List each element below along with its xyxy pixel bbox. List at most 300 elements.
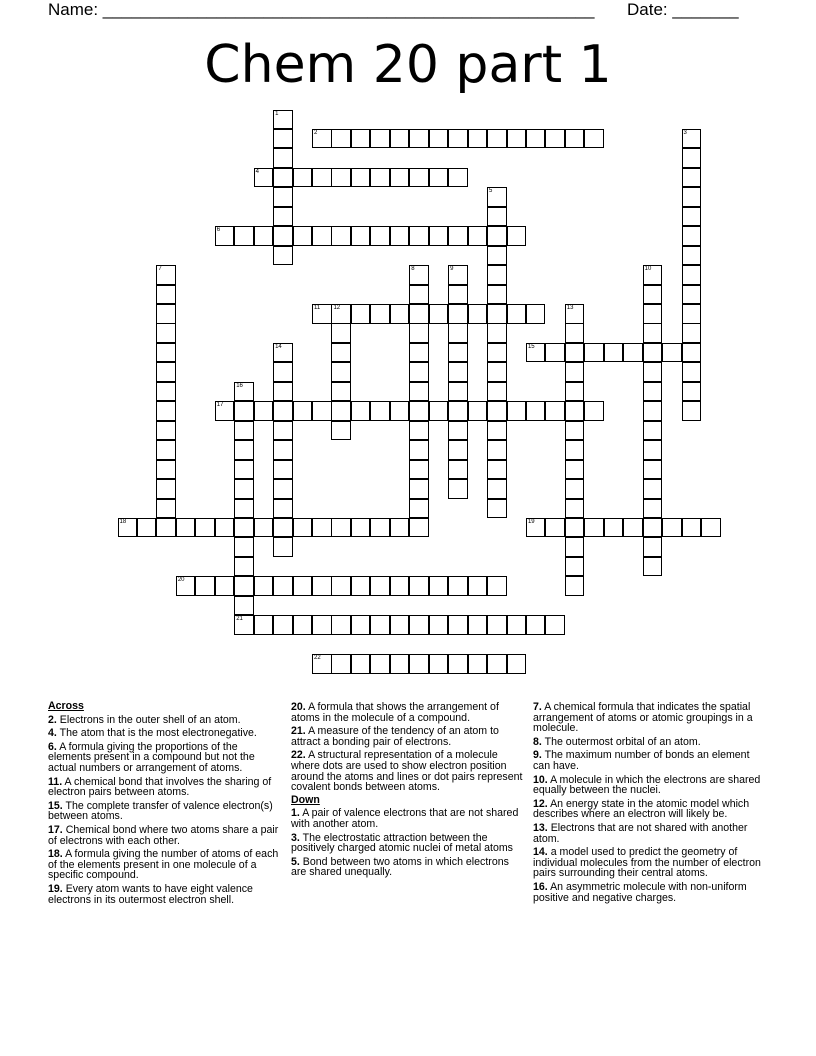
grid-cell[interactable] <box>156 518 176 538</box>
grid-cell[interactable] <box>682 187 702 207</box>
clue-number: 9. <box>533 749 542 762</box>
grid-cell[interactable] <box>312 168 332 188</box>
grid-cell[interactable] <box>643 304 663 324</box>
grid-cell[interactable] <box>448 479 468 499</box>
grid-cell[interactable] <box>156 362 176 382</box>
grid-cell[interactable] <box>293 518 313 538</box>
grid-cell[interactable] <box>351 304 371 324</box>
grid-cell[interactable] <box>234 537 254 557</box>
grid-cell[interactable] <box>487 440 507 460</box>
grid-cell[interactable] <box>331 323 351 343</box>
grid-cell[interactable] <box>468 615 488 635</box>
grid-cell[interactable] <box>429 226 449 246</box>
grid-cell[interactable] <box>156 440 176 460</box>
grid-cell[interactable] <box>545 129 565 149</box>
grid-cell[interactable] <box>643 265 663 285</box>
grid-cell[interactable] <box>584 129 604 149</box>
grid-cell[interactable] <box>487 285 507 305</box>
grid-cell[interactable] <box>545 401 565 421</box>
grid-cell[interactable] <box>293 576 313 596</box>
grid-cell[interactable] <box>448 285 468 305</box>
grid-cell[interactable] <box>234 421 254 441</box>
grid-cell[interactable] <box>156 343 176 363</box>
grid-cell[interactable] <box>643 382 663 402</box>
grid-cell[interactable] <box>409 285 429 305</box>
grid-cell[interactable] <box>390 304 410 324</box>
grid-cell[interactable] <box>273 246 293 266</box>
clue-text: a model used to predict the geometry of individual molecules from the number of electron pairs surrounding their central atoms. <box>533 846 761 880</box>
grid-cell[interactable] <box>234 596 254 616</box>
grid-cell[interactable] <box>448 440 468 460</box>
grid-cell[interactable] <box>682 304 702 324</box>
grid-cell[interactable] <box>409 654 429 674</box>
grid-cell[interactable] <box>584 343 604 363</box>
grid-cell[interactable] <box>370 226 390 246</box>
grid-cell[interactable] <box>312 615 332 635</box>
grid-cell[interactable] <box>390 615 410 635</box>
grid-cell[interactable] <box>215 401 235 421</box>
grid-cell[interactable] <box>682 246 702 266</box>
grid-cell[interactable] <box>273 129 293 149</box>
grid-cell[interactable] <box>448 129 468 149</box>
grid-cell[interactable] <box>565 401 585 421</box>
grid-cell[interactable] <box>565 382 585 402</box>
grid-cell[interactable] <box>448 615 468 635</box>
grid-cell[interactable] <box>487 129 507 149</box>
grid-cell[interactable] <box>312 226 332 246</box>
grid-cell[interactable] <box>215 226 235 246</box>
grid-cell[interactable] <box>643 499 663 519</box>
grid-cell[interactable] <box>409 129 429 149</box>
grid-cell[interactable] <box>565 557 585 577</box>
clue-text: A formula giving the proportions of the elements present in a compound but not the actual numbers or arrangement of atoms. <box>48 740 255 774</box>
grid-cell[interactable] <box>273 343 293 363</box>
grid-cell[interactable] <box>137 518 157 538</box>
grid-cell[interactable] <box>234 518 254 538</box>
grid-cell[interactable] <box>507 226 527 246</box>
grid-cell[interactable] <box>195 518 215 538</box>
clue-number: 3. <box>291 831 300 844</box>
grid-cell[interactable] <box>409 440 429 460</box>
grid-cell[interactable] <box>526 343 546 363</box>
grid-cell[interactable] <box>331 304 351 324</box>
grid-cell[interactable] <box>176 576 196 596</box>
grid-cell[interactable] <box>195 576 215 596</box>
clue-column-1 <box>48 699 280 905</box>
grid-cell[interactable] <box>215 518 235 538</box>
grid-cell[interactable] <box>351 168 371 188</box>
grid-cell[interactable] <box>156 479 176 499</box>
grid-cell[interactable] <box>604 518 624 538</box>
grid-cell[interactable] <box>565 460 585 480</box>
grid-cell[interactable] <box>370 304 390 324</box>
grid-cell[interactable] <box>234 382 254 402</box>
clue-text: A structural representation of a molecule where dots are used to show electron position around the atoms and lines or dot pairs represent covalent bonds between atoms. <box>291 749 523 794</box>
clue-down-14 <box>533 847 765 879</box>
clue-text: An energy state in the atomic model which describes where an electron will likely be. <box>533 797 750 821</box>
grid-cell[interactable] <box>331 576 351 596</box>
grid-cell[interactable] <box>409 479 429 499</box>
clue-across-17 <box>48 825 280 846</box>
grid-cell[interactable] <box>565 518 585 538</box>
grid-cell[interactable] <box>584 401 604 421</box>
grid-cell[interactable] <box>273 148 293 168</box>
grid-cell[interactable] <box>643 323 663 343</box>
grid-cell[interactable] <box>254 518 274 538</box>
clue-down-8 <box>533 737 765 748</box>
grid-cell[interactable] <box>273 518 293 538</box>
grid-cell[interactable] <box>487 382 507 402</box>
grid-cell[interactable] <box>370 129 390 149</box>
grid-cell[interactable] <box>273 615 293 635</box>
grid-cell[interactable] <box>273 168 293 188</box>
cell-number: 15 <box>527 343 535 350</box>
grid-cell[interactable] <box>409 460 429 480</box>
grid-cell[interactable] <box>293 401 313 421</box>
grid-cell[interactable] <box>448 323 468 343</box>
grid-cell[interactable] <box>623 343 643 363</box>
grid-cell[interactable] <box>643 479 663 499</box>
grid-cell[interactable] <box>409 401 429 421</box>
grid-cell[interactable] <box>448 304 468 324</box>
grid-cell[interactable] <box>487 226 507 246</box>
grid-cell[interactable] <box>273 110 293 130</box>
grid-cell[interactable] <box>429 401 449 421</box>
clue-text: The atom that is the most electronegative. <box>59 727 257 740</box>
clue-number: 13. <box>533 821 548 834</box>
grid-cell[interactable] <box>487 499 507 519</box>
grid-cell[interactable] <box>643 362 663 382</box>
grid-cell[interactable] <box>370 401 390 421</box>
grid-cell[interactable] <box>487 323 507 343</box>
grid-cell[interactable] <box>273 421 293 441</box>
grid-cell[interactable] <box>468 304 488 324</box>
grid-cell[interactable] <box>293 168 313 188</box>
grid-cell[interactable] <box>351 518 371 538</box>
grid-cell[interactable] <box>565 499 585 519</box>
grid-cell[interactable] <box>448 226 468 246</box>
grid-cell[interactable] <box>487 421 507 441</box>
grid-cell[interactable] <box>293 226 313 246</box>
grid-cell[interactable] <box>682 129 702 149</box>
grid-cell[interactable] <box>682 382 702 402</box>
grid-cell[interactable] <box>156 304 176 324</box>
grid-cell[interactable] <box>682 401 702 421</box>
grid-cell[interactable] <box>448 382 468 402</box>
grid-cell[interactable] <box>468 226 488 246</box>
grid-cell[interactable] <box>176 518 196 538</box>
grid-cell[interactable] <box>351 226 371 246</box>
grid-cell[interactable] <box>370 518 390 538</box>
grid-cell[interactable] <box>254 615 274 635</box>
grid-cell[interactable] <box>565 440 585 460</box>
grid-cell[interactable] <box>273 537 293 557</box>
grid-cell[interactable] <box>545 343 565 363</box>
grid-cell[interactable] <box>526 129 546 149</box>
grid-cell[interactable] <box>156 285 176 305</box>
grid-cell[interactable] <box>409 518 429 538</box>
grid-cell[interactable] <box>584 518 604 538</box>
grid-cell[interactable] <box>429 654 449 674</box>
grid-cell[interactable] <box>156 460 176 480</box>
clue-text: A formula giving the number of atoms of each of the elements present in one molecule of a specific compound. <box>48 848 279 882</box>
grid-cell[interactable] <box>682 226 702 246</box>
grid-cell[interactable] <box>234 576 254 596</box>
grid-cell[interactable] <box>351 654 371 674</box>
grid-cell[interactable] <box>682 265 702 285</box>
grid-cell[interactable] <box>370 168 390 188</box>
grid-cell[interactable] <box>312 129 332 149</box>
grid-cell[interactable] <box>156 382 176 402</box>
grid-cell[interactable] <box>507 615 527 635</box>
grid-cell[interactable] <box>331 654 351 674</box>
grid-cell[interactable] <box>409 576 429 596</box>
grid-cell[interactable] <box>487 460 507 480</box>
grid-cell[interactable] <box>545 615 565 635</box>
grid-cell[interactable] <box>409 168 429 188</box>
grid-cell[interactable] <box>273 362 293 382</box>
grid-cell[interactable] <box>662 343 682 363</box>
grid-cell[interactable] <box>643 557 663 577</box>
grid-cell[interactable] <box>254 401 274 421</box>
grid-cell[interactable] <box>390 168 410 188</box>
clue-column-3 <box>533 699 765 903</box>
grid-cell[interactable] <box>507 129 527 149</box>
grid-cell[interactable] <box>643 460 663 480</box>
grid-cell[interactable] <box>156 421 176 441</box>
grid-cell[interactable] <box>565 362 585 382</box>
grid-cell[interactable] <box>156 401 176 421</box>
grid-cell[interactable] <box>331 401 351 421</box>
grid-cell[interactable] <box>351 129 371 149</box>
grid-cell[interactable] <box>682 148 702 168</box>
grid-cell[interactable] <box>370 615 390 635</box>
grid-cell[interactable] <box>682 518 702 538</box>
grid-cell[interactable] <box>701 518 721 538</box>
cell-number: 20 <box>177 577 185 584</box>
grid-cell[interactable] <box>234 460 254 480</box>
grid-cell[interactable] <box>448 401 468 421</box>
grid-cell[interactable] <box>331 421 351 441</box>
cell-number: 13 <box>566 305 574 311</box>
grid-cell[interactable] <box>507 401 527 421</box>
grid-cell[interactable] <box>526 401 546 421</box>
grid-cell[interactable] <box>448 343 468 363</box>
grid-cell[interactable] <box>312 654 332 674</box>
grid-cell[interactable] <box>643 343 663 363</box>
grid-cell[interactable] <box>273 382 293 402</box>
grid-cell[interactable] <box>254 576 274 596</box>
grid-cell[interactable] <box>390 226 410 246</box>
grid-cell[interactable] <box>468 129 488 149</box>
grid-cell[interactable] <box>331 343 351 363</box>
grid-cell[interactable] <box>409 382 429 402</box>
grid-cell[interactable] <box>682 207 702 227</box>
grid-cell[interactable] <box>487 207 507 227</box>
grid-cell[interactable] <box>468 654 488 674</box>
grid-cell[interactable] <box>409 343 429 363</box>
clue-across-18 <box>48 849 280 881</box>
grid-cell[interactable] <box>565 421 585 441</box>
grid-cell[interactable] <box>273 576 293 596</box>
grid-cell[interactable] <box>643 285 663 305</box>
grid-cell[interactable] <box>234 440 254 460</box>
grid-cell[interactable] <box>273 401 293 421</box>
grid-cell[interactable] <box>468 401 488 421</box>
grid-cell[interactable] <box>293 615 313 635</box>
grid-cell[interactable] <box>234 557 254 577</box>
grid-cell[interactable] <box>370 654 390 674</box>
grid-cell[interactable] <box>331 129 351 149</box>
grid-cell[interactable] <box>448 576 468 596</box>
grid-cell[interactable] <box>682 343 702 363</box>
grid-cell[interactable] <box>351 615 371 635</box>
grid-cell[interactable] <box>351 401 371 421</box>
grid-cell[interactable] <box>487 362 507 382</box>
grid-cell[interactable] <box>351 576 371 596</box>
grid-cell[interactable] <box>487 576 507 596</box>
grid-cell[interactable] <box>429 615 449 635</box>
grid-cell[interactable] <box>448 421 468 441</box>
cell-number: 14 <box>275 343 282 350</box>
grid-cell[interactable] <box>409 304 429 324</box>
grid-cell[interactable] <box>331 382 351 402</box>
grid-cell[interactable] <box>429 129 449 149</box>
grid-cell[interactable] <box>234 226 254 246</box>
grid-cell[interactable] <box>254 226 274 246</box>
clue-number: 2. <box>48 713 57 726</box>
clue-number: 14. <box>533 846 548 859</box>
grid-cell[interactable] <box>526 615 546 635</box>
grid-cell[interactable] <box>565 537 585 557</box>
grid-cell[interactable] <box>448 168 468 188</box>
grid-cell[interactable] <box>448 654 468 674</box>
grid-cell[interactable] <box>565 304 585 324</box>
grid-cell[interactable] <box>507 654 527 674</box>
grid-cell[interactable] <box>273 499 293 519</box>
grid-cell[interactable] <box>643 421 663 441</box>
grid-cell[interactable] <box>487 265 507 285</box>
grid-cell[interactable] <box>273 207 293 227</box>
grid-cell[interactable] <box>409 323 429 343</box>
grid-cell[interactable] <box>682 362 702 382</box>
grid-cell[interactable] <box>623 518 643 538</box>
grid-cell[interactable] <box>682 323 702 343</box>
grid-cell[interactable] <box>234 499 254 519</box>
grid-cell[interactable] <box>312 518 332 538</box>
grid-cell[interactable] <box>390 401 410 421</box>
grid-cell[interactable] <box>487 654 507 674</box>
grid-cell[interactable] <box>215 576 235 596</box>
grid-cell[interactable] <box>487 615 507 635</box>
clue-down-13 <box>533 823 765 844</box>
grid-cell[interactable] <box>429 304 449 324</box>
grid-cell[interactable] <box>312 576 332 596</box>
clue-text: A measure of the tendency of an atom to attract a bonding pair of electrons. <box>291 725 499 748</box>
grid-cell[interactable] <box>545 518 565 538</box>
grid-cell[interactable] <box>448 265 468 285</box>
grid-cell[interactable] <box>526 518 546 538</box>
grid-cell[interactable] <box>565 479 585 499</box>
grid-cell[interactable] <box>643 440 663 460</box>
grid-cell[interactable] <box>156 499 176 519</box>
grid-cell[interactable] <box>565 343 585 363</box>
grid-cell[interactable] <box>429 168 449 188</box>
grid-cell[interactable] <box>331 518 351 538</box>
grid-cell[interactable] <box>390 518 410 538</box>
grid-cell[interactable] <box>312 304 332 324</box>
grid-cell[interactable] <box>526 304 546 324</box>
grid-cell[interactable] <box>156 265 176 285</box>
grid-cell[interactable] <box>682 168 702 188</box>
grid-cell[interactable] <box>565 576 585 596</box>
grid-cell[interactable] <box>331 362 351 382</box>
grid-cell[interactable] <box>390 576 410 596</box>
clue-across-2 <box>48 715 280 726</box>
grid-cell[interactable] <box>409 615 429 635</box>
grid-cell[interactable] <box>312 401 332 421</box>
grid-cell[interactable] <box>429 576 449 596</box>
grid-cell[interactable] <box>273 479 293 499</box>
grid-cell[interactable] <box>604 343 624 363</box>
grid-cell[interactable] <box>468 576 488 596</box>
grid-cell[interactable] <box>273 226 293 246</box>
grid-cell[interactable] <box>565 323 585 343</box>
grid-cell[interactable] <box>487 187 507 207</box>
grid-cell[interactable] <box>409 421 429 441</box>
grid-cell[interactable] <box>156 323 176 343</box>
grid-cell[interactable] <box>273 460 293 480</box>
grid-cell[interactable] <box>409 226 429 246</box>
grid-cell[interactable] <box>487 304 507 324</box>
grid-cell[interactable] <box>331 226 351 246</box>
grid-cell[interactable] <box>643 518 663 538</box>
grid-cell[interactable] <box>448 460 468 480</box>
grid-cell[interactable] <box>390 654 410 674</box>
grid-cell[interactable] <box>273 187 293 207</box>
grid-cell[interactable] <box>331 168 351 188</box>
grid-cell[interactable] <box>234 401 254 421</box>
clue-column-2 <box>291 699 523 878</box>
grid-cell[interactable] <box>234 615 254 635</box>
grid-cell[interactable] <box>409 362 429 382</box>
grid-cell[interactable] <box>370 576 390 596</box>
grid-cell[interactable] <box>390 129 410 149</box>
clue-down-1 <box>291 808 523 829</box>
grid-cell[interactable] <box>565 129 585 149</box>
grid-cell[interactable] <box>643 401 663 421</box>
grid-cell[interactable] <box>448 362 468 382</box>
grid-cell[interactable] <box>409 499 429 519</box>
name-field: Name: ____________________________________________________ <box>48 0 595 19</box>
grid-cell[interactable] <box>487 479 507 499</box>
grid-cell[interactable] <box>234 479 254 499</box>
grid-cell[interactable] <box>118 518 138 538</box>
clue-down-10 <box>533 775 765 796</box>
grid-cell[interactable] <box>643 537 663 557</box>
grid-cell[interactable] <box>487 246 507 266</box>
grid-cell[interactable] <box>254 168 274 188</box>
grid-cell[interactable] <box>662 518 682 538</box>
grid-cell[interactable] <box>507 304 527 324</box>
grid-cell[interactable] <box>487 343 507 363</box>
clue-down-9 <box>533 750 765 771</box>
grid-cell[interactable] <box>409 265 429 285</box>
grid-cell[interactable] <box>682 285 702 305</box>
grid-cell[interactable] <box>487 401 507 421</box>
grid-cell[interactable] <box>331 615 351 635</box>
grid-cell[interactable] <box>273 440 293 460</box>
